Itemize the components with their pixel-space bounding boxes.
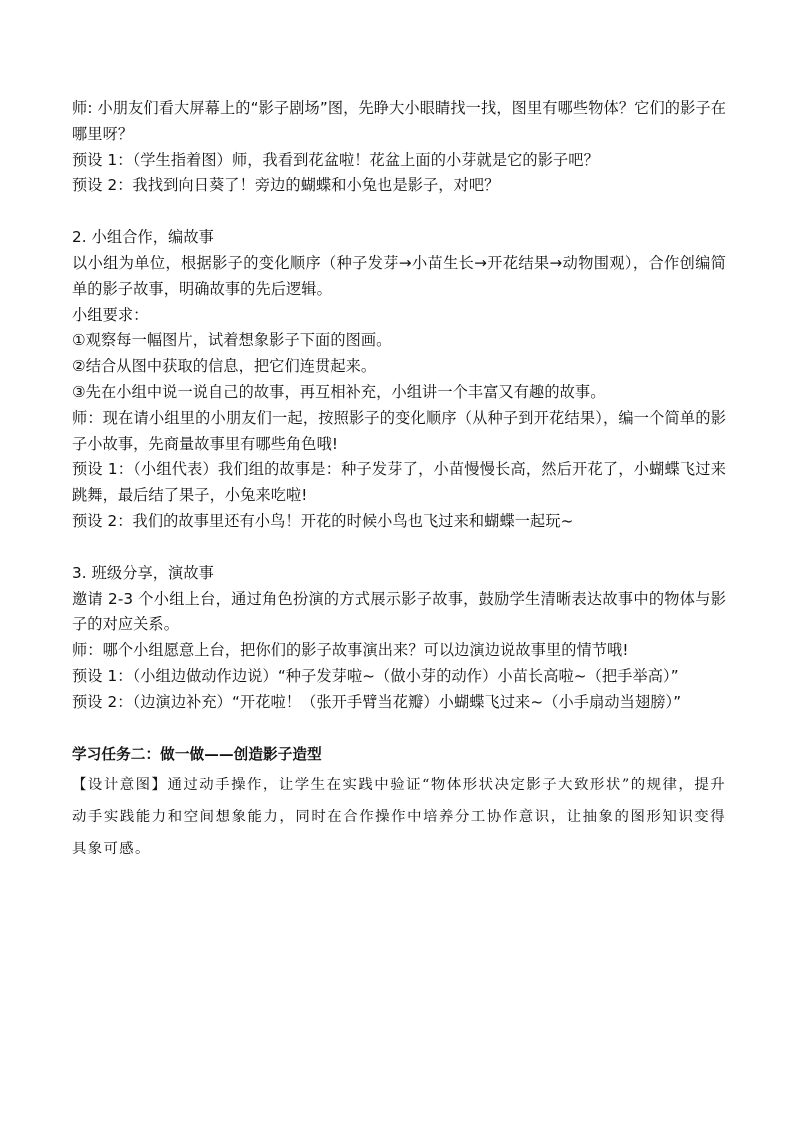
teacher-question: 师: 小朋友们看大屏幕上的“影子剧场”图，先睁大小眼睛找一找，图里有哪些物体？它们的影子在哪里呀？ (72, 99, 726, 143)
document-page (72, 96, 726, 865)
section-2-heading: 2. 小组合作，编故事 (72, 228, 214, 247)
design-intent (72, 769, 726, 865)
paragraph-gap (72, 535, 726, 561)
group-requirement-2: ②结合从图中获取的信息，把它们连贯起来。 (72, 357, 377, 376)
paragraph-gap (72, 199, 726, 225)
preset-answer-1: 预设 1：（学生指着图）师，我看到花盆啦！花盆上面的小芽就是它的影子吧？ (72, 150, 599, 169)
preset-story-1: 预设 1：（小组代表）我们组的故事是：种子发芽了，小苗慢慢长高，然后开花了，小蝴蝶飞过来跳舞，最后结了果子，小兔来吃啦! (72, 460, 726, 505)
teacher-invite: 师：哪个小组愿意上台，把你们的影子故事演出来？可以边演边说故事里的情节哦! (72, 641, 629, 660)
paragraph-gap (72, 716, 726, 742)
design-intent-text: 通过动手操作，让学生在实践中验证“物体形状决定影子大致形状”的规律，提升动手实践能力和空间想象能力，同时在合作操作中培养分工协作意识，让抽象的图形知识变得具象可感。 (72, 777, 726, 858)
teacher-prompt: 师：现在请小组里的小朋友们一起，按照影子的变化顺序（从种子到开花结果），编一个简单的影子小故事，先商量故事里有哪些角色哦! (72, 408, 726, 453)
preset-performance-2: 预设 2：（边演边补充）“开花啦！（张开手臂当花瓣）小蝴蝶飞过来~（小手扇动当翅膀）” (72, 692, 682, 711)
group-requirements-title: 小组要求： (72, 305, 149, 324)
preset-performance-1: 预设 1：（小组边做动作边说）“种子发芽啦~（做小芽的动作）小苗长高啦~（把手举高）” (72, 666, 679, 685)
section-2-description: 以小组为单位，根据影子的变化顺序（种子发芽→小苗生长→开花结果→动物围观），合作创编简单的影子故事，明确故事的先后逻辑。 (72, 253, 726, 298)
preset-answer-2: 预设 2：我找到向日葵了！旁边的蝴蝶和小兔也是影子，对吧？ (72, 176, 500, 195)
design-intent-tag: 【设计意图】 (72, 777, 168, 794)
group-requirement-1: ①观察每一幅图片，试着想象影子下面的图画。 (72, 331, 392, 350)
section-3-heading: 3. 班级分享，演故事 (72, 563, 214, 582)
preset-story-2: 预设 2：我们的故事里还有小鸟！开花的时候小鸟也飞过来和蝴蝶一起玩~ (72, 511, 574, 530)
group-requirement-3: ③先在小组中说一说自己的故事，再互相补充，小组讲一个丰富又有趣的故事。 (72, 382, 606, 401)
section-3-description: 邀请 2-3 个小组上台，通过角色扮演的方式展示影子故事，鼓励学生清晰表达故事中的物体与影子的对应关系。 (72, 589, 726, 634)
task-2-heading: 学习任务二：做一做——创造影子造型 (72, 745, 322, 763)
